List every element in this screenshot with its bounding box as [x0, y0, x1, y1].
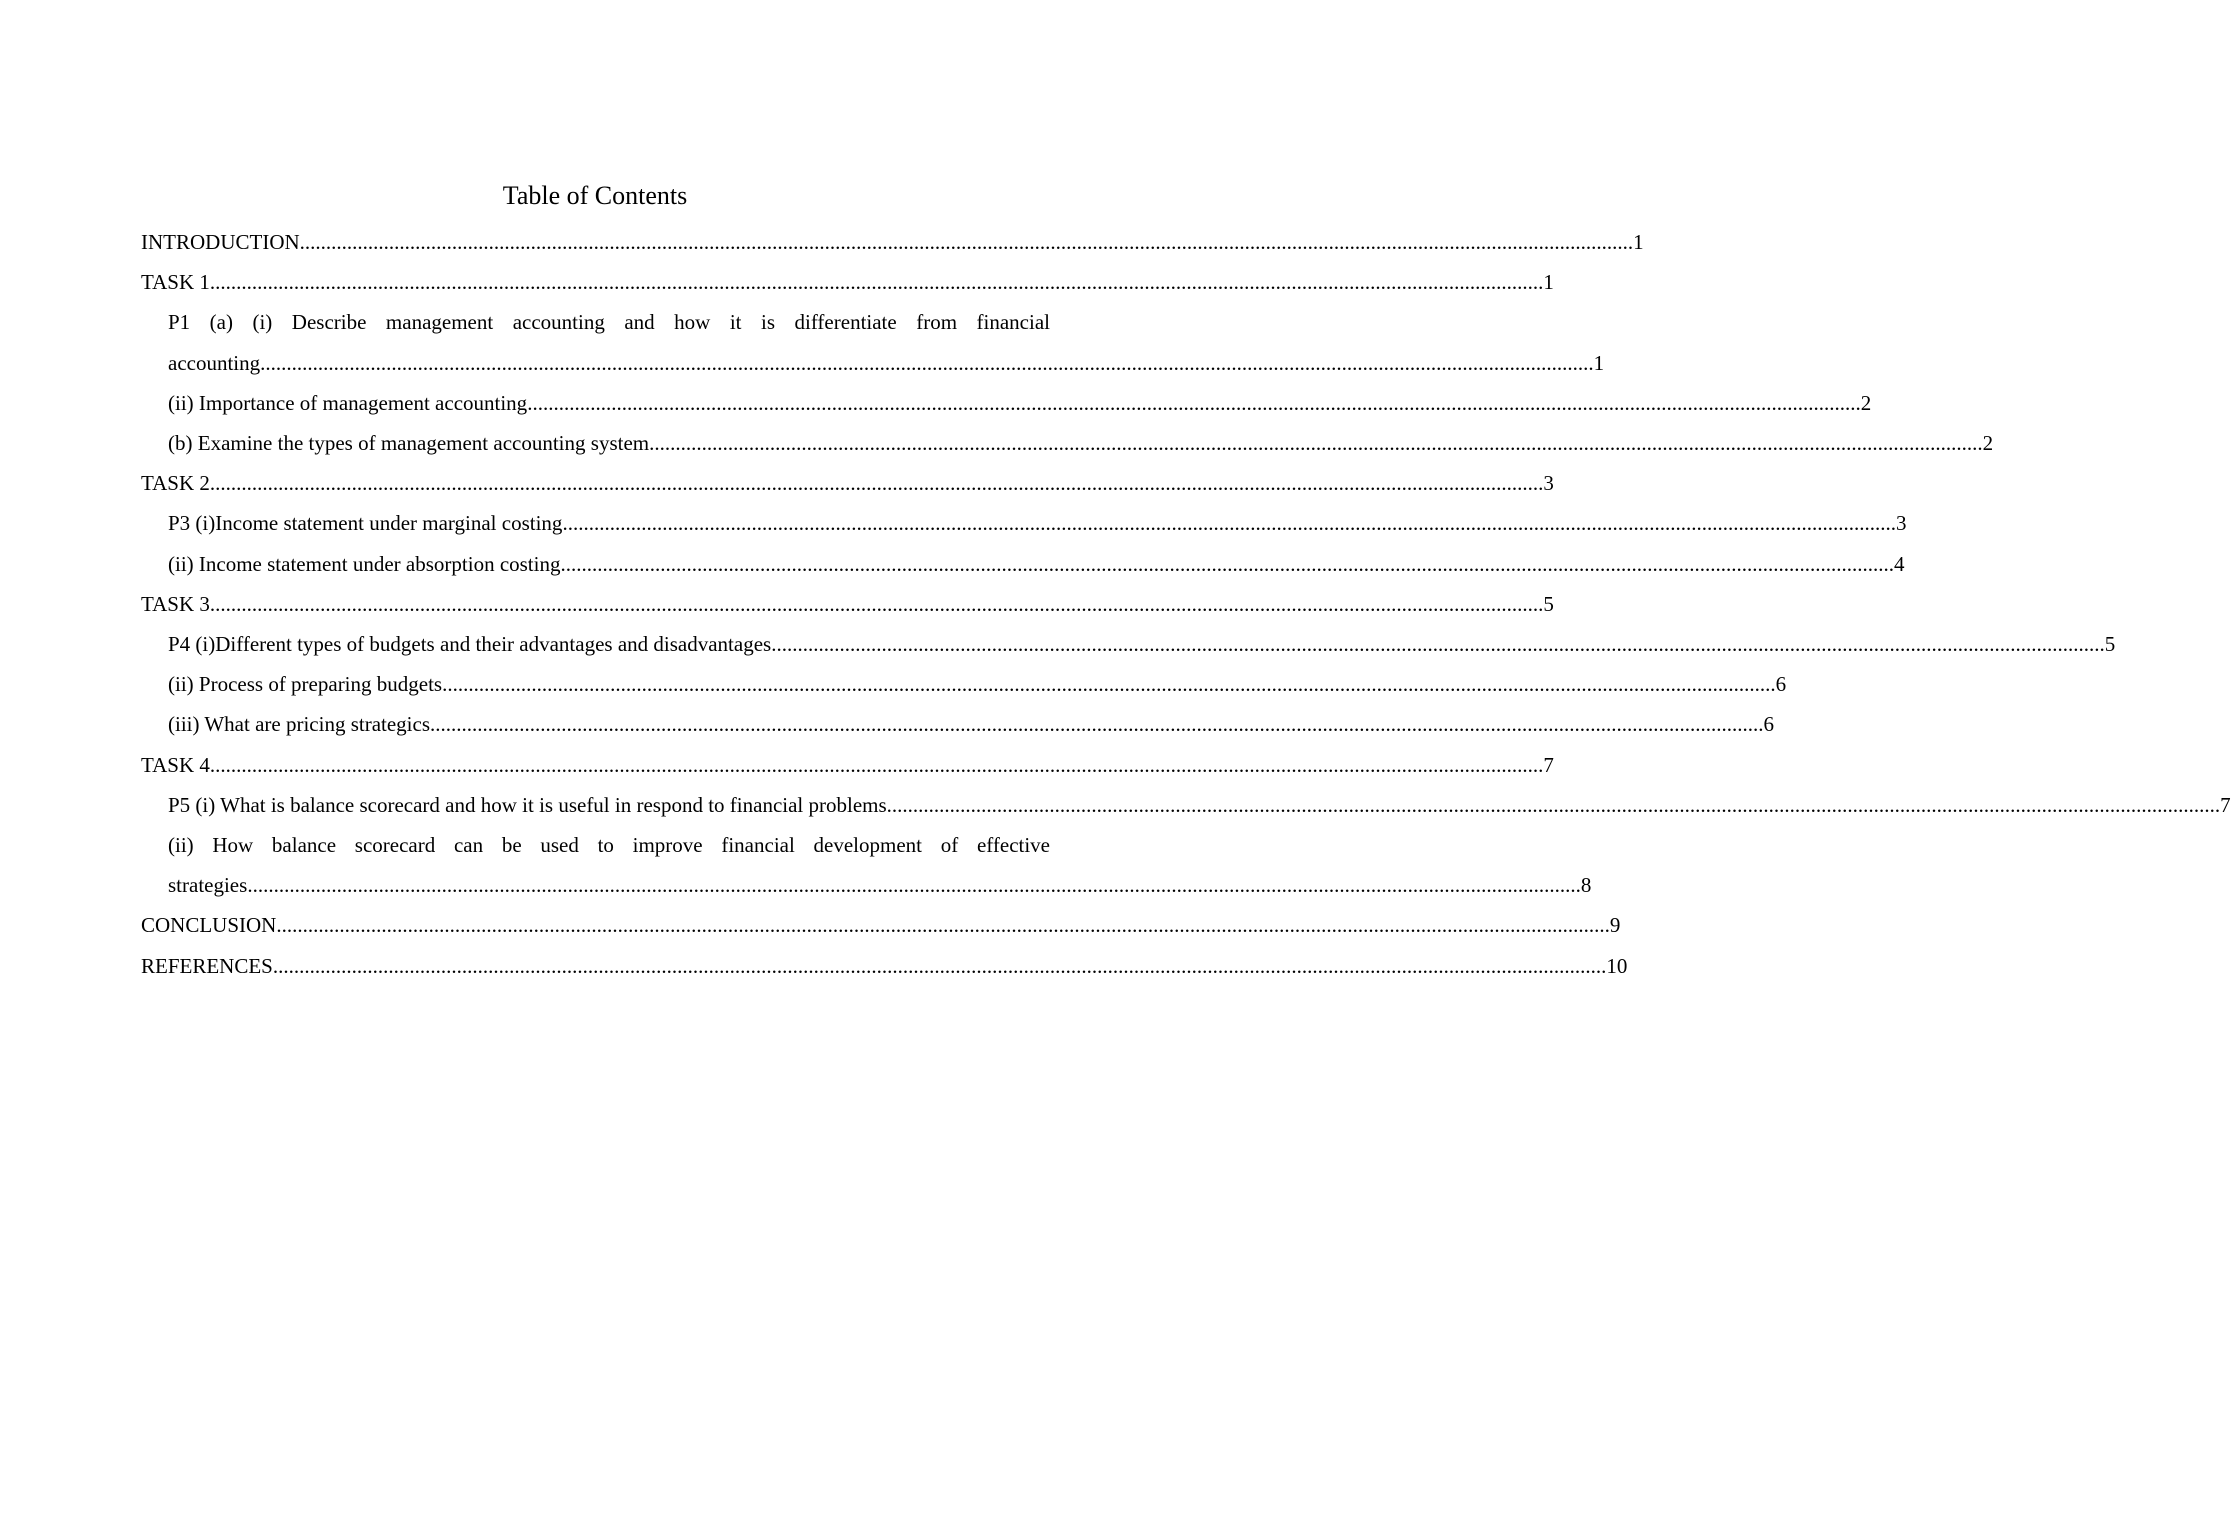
toc-entry-label: (ii) Process of preparing budgets	[168, 672, 443, 697]
toc-entry-label: P3 (i)Income statement under marginal costing	[168, 511, 563, 536]
toc-entry-label: strategies	[168, 873, 248, 898]
toc-page-number: 6	[1775, 672, 1787, 697]
dot-leader	[649, 423, 1983, 463]
toc-entry-label-line1: P1 (a) (i) Describe management accounting and how it is differentiate from financial	[168, 310, 1050, 335]
toc-page-number: 2	[1982, 431, 1994, 456]
dot-leader	[442, 664, 1776, 704]
toc-entry-ii-importance[interactable]	[168, 383, 1872, 423]
toc-entry-task-3[interactable]	[141, 584, 1554, 624]
toc-page-number: 2	[1860, 390, 1872, 415]
table-of-contents	[141, 222, 2231, 986]
toc-page-number: 3	[1543, 471, 1554, 496]
toc-entry-label: INTRODUCTION	[141, 230, 300, 254]
toc-page-number: 1	[1633, 230, 1644, 254]
dot-leader	[771, 624, 2105, 664]
toc-entry-label: (ii) Importance of management accounting	[168, 390, 528, 415]
toc-entry-p3-i[interactable]	[168, 503, 1907, 543]
toc-entry-label: (iii) What are pricing strategics	[168, 712, 431, 737]
toc-entry-label: CONCLUSION	[141, 913, 277, 938]
toc-title: Table of Contents	[502, 181, 688, 210]
dot-leader	[560, 544, 1894, 584]
dot-leader	[210, 584, 1544, 624]
dot-leader	[276, 905, 1610, 945]
toc-page-number: 3	[1895, 511, 1907, 536]
toc-entry-task-4[interactable]	[141, 745, 1554, 785]
dot-leader	[430, 704, 1764, 744]
toc-page-number: 6	[1763, 712, 1775, 737]
toc-entry-iii-pricing[interactable]	[168, 704, 1775, 744]
toc-entry-label: TASK 1	[141, 270, 210, 295]
toc-entry-label: TASK 3	[141, 591, 210, 616]
toc-entry-label: REFERENCES	[141, 953, 273, 978]
toc-page-number: 7	[2220, 792, 2231, 817]
toc-entry-ii-process[interactable]	[168, 664, 1787, 704]
toc-entry-label: (ii) Income statement under absorption costing	[168, 551, 561, 576]
toc-page-number: 10	[1606, 953, 1628, 978]
dot-leader	[273, 946, 1607, 986]
toc-entry-references[interactable]	[141, 946, 1628, 986]
toc-entry-label: TASK 4	[141, 752, 210, 777]
dot-leader	[247, 865, 1581, 905]
toc-entry-label: (b) Examine the types of management accounting system	[168, 431, 650, 456]
dot-leader	[887, 785, 2221, 825]
toc-entry-task-1[interactable]	[141, 262, 1554, 302]
toc-page-number: 5	[1543, 591, 1554, 616]
toc-entry-p1-a-i[interactable]	[168, 302, 1605, 382]
dot-leader	[562, 503, 1896, 543]
toc-entry-task-2[interactable]	[141, 463, 1554, 503]
dot-leader	[210, 262, 1544, 302]
toc-page-number: 9	[1609, 913, 1621, 938]
toc-entry-ii-balance-scorecard[interactable]	[168, 825, 1592, 905]
toc-entry-label: accounting	[168, 350, 261, 375]
toc-page-number: 1	[1593, 350, 1605, 375]
dot-leader	[260, 343, 1594, 383]
dot-leader	[210, 745, 1544, 785]
toc-entry-label: TASK 2	[141, 471, 210, 496]
toc-entry-conclusion[interactable]	[141, 905, 1621, 945]
dot-leader	[300, 222, 1634, 262]
toc-page-number: 5	[2104, 632, 2116, 657]
toc-entry-introduction[interactable]	[141, 222, 1644, 262]
toc-entry-p4-i[interactable]	[168, 624, 2116, 664]
toc-entry-label-line1: (ii) How balance scorecard can be used to improve financial development of effective	[168, 833, 1050, 858]
dot-leader	[527, 383, 1861, 423]
toc-entry-b-examine[interactable]	[168, 423, 1994, 463]
toc-entry-label: P5 (i) What is balance scorecard and how it is useful in respond to financial problems	[168, 792, 887, 817]
toc-page-number: 8	[1580, 873, 1592, 898]
toc-page-number: 7	[1543, 752, 1554, 777]
toc-entry-label: P4 (i)Different types of budgets and their advantages and disadvantages	[168, 632, 772, 657]
toc-entry-p5-i[interactable]	[168, 785, 2231, 825]
dot-leader	[210, 463, 1544, 503]
toc-page-number: 4	[1893, 551, 1905, 576]
toc-page-number: 1	[1543, 270, 1554, 295]
toc-entry-ii-absorption[interactable]	[168, 544, 1905, 584]
